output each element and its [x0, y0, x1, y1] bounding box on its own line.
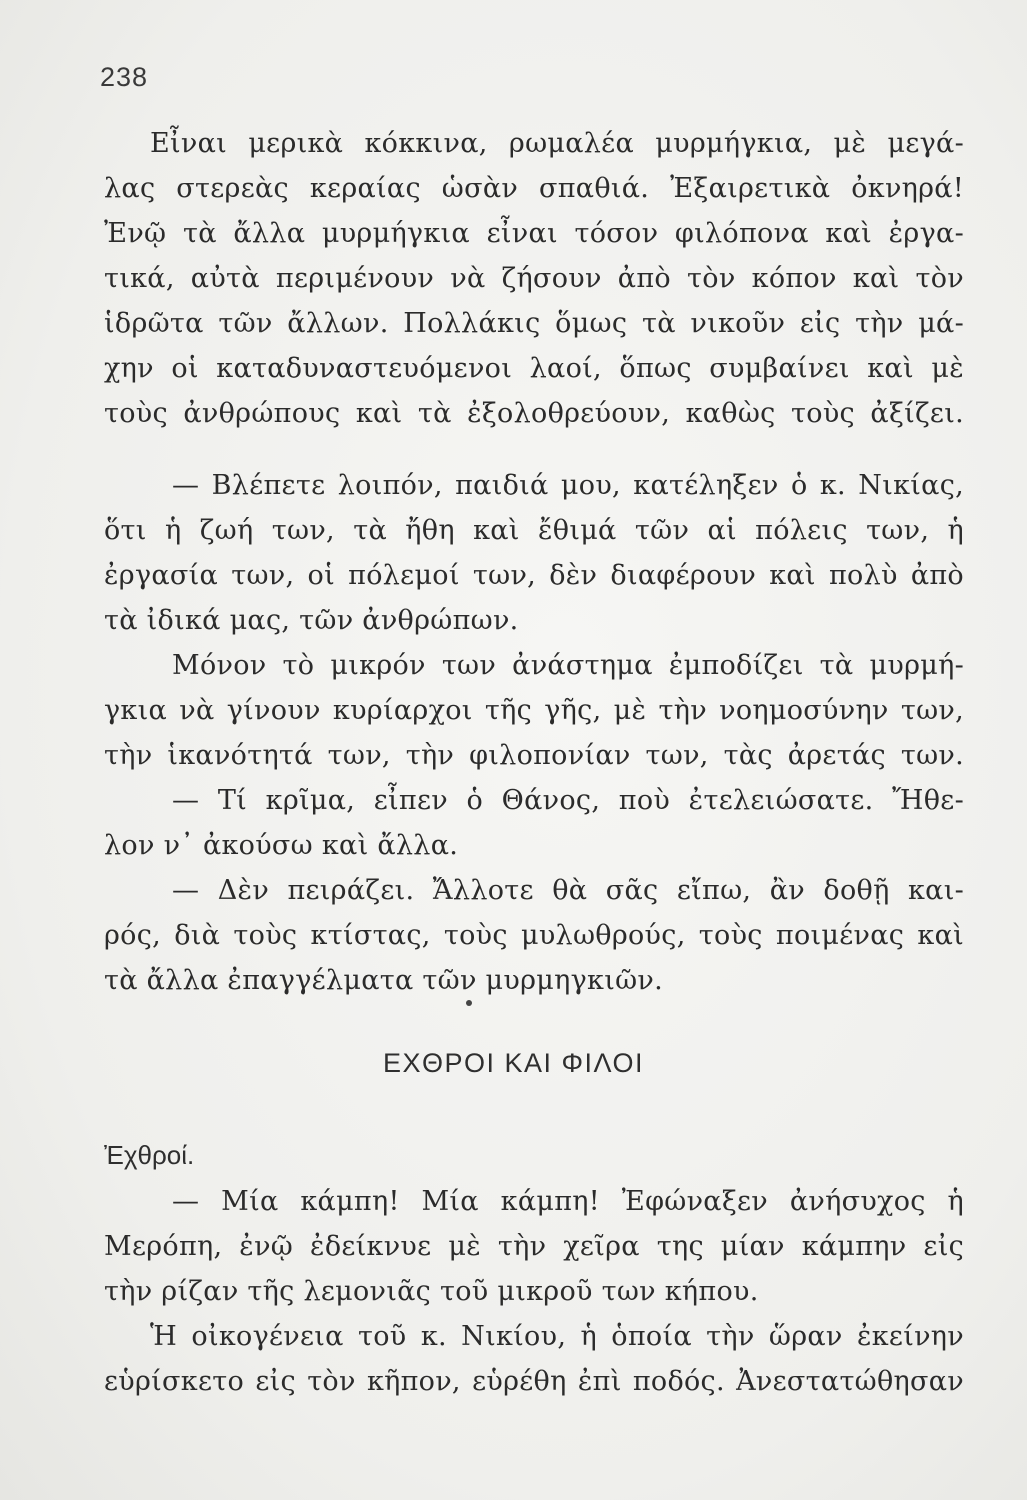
- text-line: τοὺς ἀνθρώπους καὶ τὰ ἐξολοθρεύουν, καθὼς τοὺς ἀξίζει.: [104, 398, 964, 429]
- text-line: Μερόπη, ἐνῷ ἐδείκνυε μὲ τὴν χεῖρα της μίαν κάμπην εἰς: [104, 1231, 964, 1262]
- text-line: Ἐνῷ τὰ ἄλλα μυρμήγκια εἶναι τόσον φιλόπονα καὶ ἐργα-: [104, 218, 964, 249]
- ink-speck: [466, 1000, 472, 1006]
- text-line: εὑρίσκετο εἰς τὸν κῆπον, εὑρέθη ἐπὶ ποδός. Ἀνεστατώθησαν: [104, 1366, 964, 1397]
- text-line: τὰ ἰδικά μας, τῶν ἀνθρώπων.: [104, 605, 519, 636]
- text-line: ἱδρῶτα τῶν ἄλλων. Πολλάκις ὅμως τὰ νικοῦν εἰς τὴν μά-: [104, 308, 964, 339]
- text-line: τὰ ἄλλα ἐπαγγέλματα τῶν μυρμηγκιῶν.: [104, 965, 664, 996]
- text-line: γκια νὰ γίνουν κυρίαρχοι τῆς γῆς, μὲ τὴν νοημοσύνην των,: [104, 695, 964, 726]
- text-line: ἐργασία των, οἱ πόλεμοί των, δὲν διαφέρουν καὶ πολὺ ἀπὸ: [104, 560, 964, 591]
- text-line: λας στερεὰς κεραίας ὡσὰν σπαθιά. Ἐξαιρετικὰ ὀκνηρά!: [104, 173, 964, 204]
- page-number: 238: [100, 62, 149, 92]
- text-line: Εἶναι μερικὰ κόκκινα, ρωμαλέα μυρμήγκια, μὲ μεγά-: [150, 128, 964, 159]
- text-line: — Μία κάμπη! Μία κάμπη! Ἐφώναξεν ἀνήσυχος ἡ: [172, 1186, 964, 1217]
- text-line: χην οἱ καταδυναστευόμενοι λαοί, ὅπως συμβαίνει καὶ μὲ: [104, 353, 964, 384]
- text-line: ὅτι ἡ ζωή των, τὰ ἤθη καὶ ἔθιμά τῶν αἱ πόλεις των, ἡ: [104, 515, 964, 546]
- text-line: τὴν ρίζαν τῆς λεμονιᾶς τοῦ μικροῦ των κήπου.: [104, 1276, 759, 1307]
- text-line: Μόνον τὸ μικρόν των ἀνάστημα ἐμποδίζει τὰ μυρμή-: [172, 650, 964, 681]
- text-line: — Δὲν πειράζει. Ἄλλοτε θὰ σᾶς εἴπω, ἂν δοθῇ και-: [172, 875, 964, 906]
- text-line: τικά, αὐτὰ περιμένουν νὰ ζήσουν ἀπὸ τὸν κόπον καὶ τὸν: [104, 263, 964, 294]
- section-heading: ΕΧΘΡΟΙ ΚΑΙ ΦΙΛΟΙ: [382, 1048, 645, 1078]
- text-line: τὴν ἱκανότητά των, τὴν φιλοπονίαν των, τὰς ἀρετάς των.: [104, 740, 964, 771]
- text-line: — Τί κρῖμα, εἶπεν ὁ Θάνος, ποὺ ἐτελειώσατε. Ἤθε-: [172, 785, 964, 816]
- subheading: Ἐχθροί.: [104, 1140, 195, 1170]
- text-line: Ἡ οἰκογένεια τοῦ κ. Νικίου, ἡ ὁποία τὴν ὥραν ἐκείνην: [150, 1321, 964, 1352]
- text-line: λον ν᾽ ἀκούσω καὶ ἄλλα.: [104, 830, 459, 861]
- text-line: ρός, διὰ τοὺς κτίστας, τοὺς μυλωθρούς, τοὺς ποιμένας καὶ: [104, 920, 964, 951]
- text-line: — Βλέπετε λοιπόν, παιδιά μου, κατέληξεν ὁ κ. Νικίας,: [172, 470, 964, 501]
